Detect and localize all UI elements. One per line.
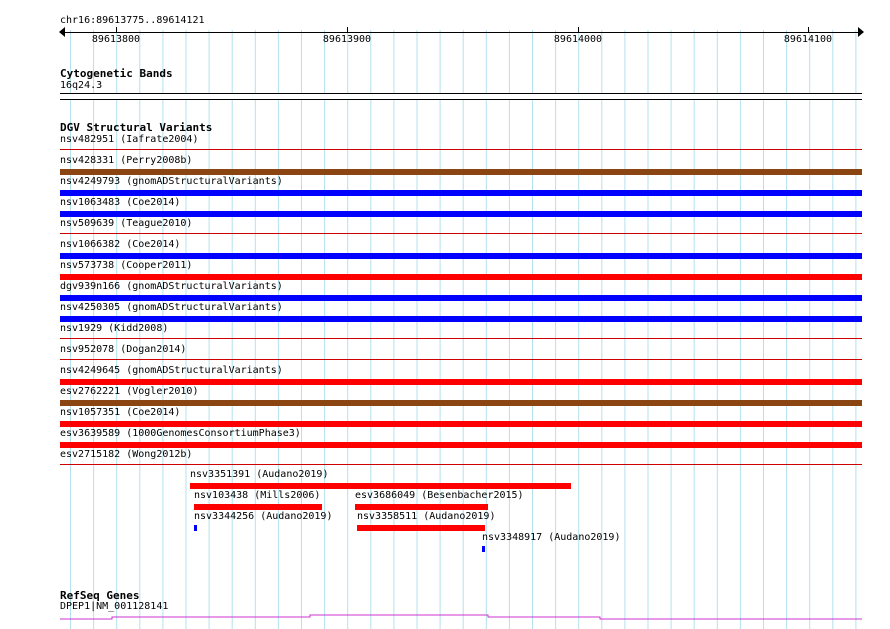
gene-label: DPEP1|NM_001128141 (60, 601, 169, 612)
ruler-right-arrow-icon (858, 27, 864, 37)
variant-bar-loss[interactable] (355, 504, 488, 510)
variant-label: nsv1057351 (Coe2014) (60, 407, 181, 418)
row-separator (60, 233, 862, 234)
variant-bar-gain[interactable] (60, 211, 862, 217)
variant-label: esv2762221 (Vogler2010) (60, 386, 199, 397)
variant-label: nsv103438 (Mills2006) (194, 490, 321, 501)
variant-label: nsv509639 (Teague2010) (60, 218, 193, 229)
variant-label: nsv4249645 (gnomADStructuralVariants) (60, 365, 283, 376)
variant-bar-loss[interactable] (60, 442, 862, 448)
ruler-left-arrow-icon (59, 27, 65, 37)
variant-label: nsv1063483 (Coe2014) (60, 197, 181, 208)
region-label: chr16:89613775..89614121 (60, 15, 205, 26)
variant-bar-loss[interactable] (60, 379, 862, 385)
variant-label: nsv952078 (Dogan2014) (60, 344, 187, 355)
variant-bar-gain[interactable] (60, 190, 862, 196)
ruler-tick-label: 89613900 (322, 34, 372, 45)
variant-label: esv3686049 (Besenbacher2015) (355, 490, 524, 501)
variant-bar-gain[interactable] (194, 525, 197, 531)
ruler-axis (62, 32, 860, 33)
row-separator (60, 338, 862, 339)
refseq-title: RefSeq Genes (60, 589, 140, 602)
dgv-title: DGV Structural Variants (60, 121, 213, 134)
ruler-tick-mark (116, 27, 117, 33)
row-separator (60, 149, 862, 150)
variant-bar-loss[interactable] (190, 483, 571, 489)
variant-bar-complex[interactable] (60, 169, 862, 175)
ruler-tick-mark (808, 27, 809, 33)
variant-label: nsv1066382 (Coe2014) (60, 239, 181, 250)
variant-bar-loss[interactable] (60, 421, 862, 427)
variant-label: nsv1929 (Kidd2008) (60, 323, 169, 334)
ruler-tick-mark (347, 27, 348, 33)
variant-label: nsv3351391 (Audano2019) (190, 469, 329, 480)
variant-bar-gain[interactable] (482, 546, 485, 552)
variant-bar-loss[interactable] (60, 274, 862, 280)
cytoband-title: Cytogenetic Bands (60, 67, 173, 80)
ruler-tick-label: 89614100 (783, 34, 833, 45)
variant-label: nsv3344256 (Audano2019) (194, 511, 333, 522)
variant-label: nsv3348917 (Audano2019) (482, 532, 621, 543)
variant-label: nsv428331 (Perry2008b) (60, 155, 193, 166)
variant-label: dgv939n166 (gnomADStructuralVariants) (60, 281, 283, 292)
row-separator (60, 464, 862, 465)
variant-bar-gain[interactable] (60, 316, 862, 322)
variant-label: nsv482951 (Iafrate2004) (60, 134, 199, 145)
ruler-tick-label: 89613800 (91, 34, 141, 45)
variant-bar-complex[interactable] (60, 400, 862, 406)
variant-label: nsv4249793 (gnomADStructuralVariants) (60, 176, 283, 187)
variant-bar-loss[interactable] (357, 525, 485, 531)
variant-label: esv2715182 (Wong2012b) (60, 449, 193, 460)
ruler-tick-label: 89614000 (553, 34, 603, 45)
variant-label: esv3639589 (1000GenomesConsortiumPhase3) (60, 428, 301, 439)
variant-bar-loss[interactable] (194, 504, 322, 510)
cytoband-label: 16q24.3 (60, 80, 103, 91)
variant-label: nsv4250305 (gnomADStructuralVariants) (60, 302, 283, 313)
gene-intron-line (60, 615, 862, 619)
variant-bar-gain[interactable] (60, 253, 862, 259)
row-separator (60, 359, 862, 360)
variant-label: nsv3358511 (Audano2019) (357, 511, 496, 522)
ruler-tick-mark (578, 27, 579, 33)
variant-label: nsv573738 (Cooper2011) (60, 260, 193, 271)
variant-bar-gain[interactable] (60, 295, 862, 301)
cytoband-bar[interactable] (60, 93, 862, 100)
